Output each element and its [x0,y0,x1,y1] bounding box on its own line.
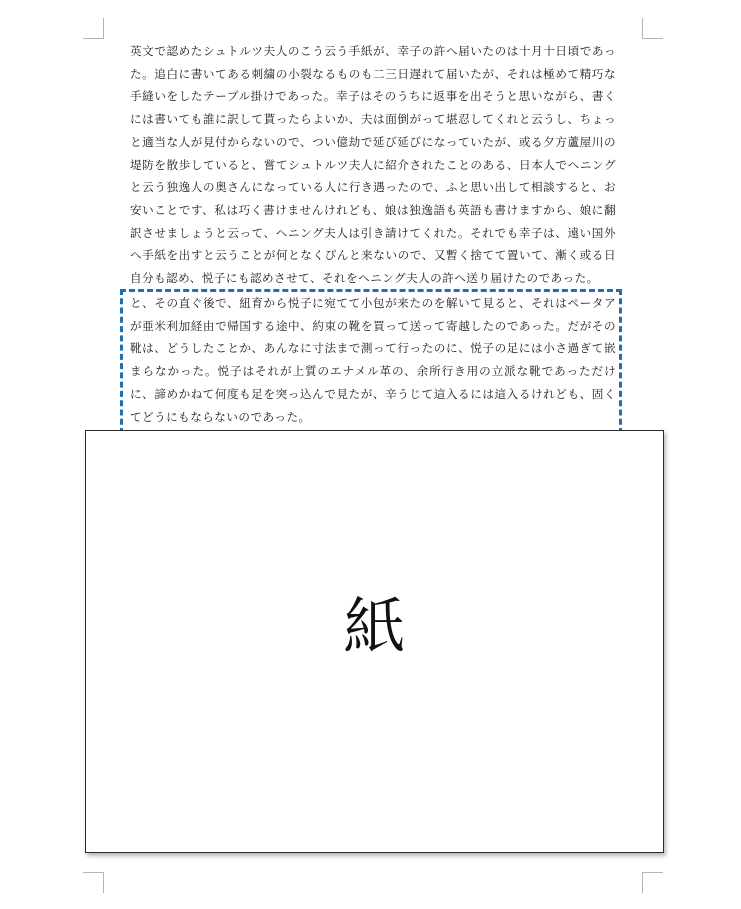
text-box-content[interactable]: 紙 [343,589,406,663]
margin-mark-bottom-left [83,872,104,893]
margin-mark-top-left [83,18,104,39]
text-box-shape[interactable] [85,430,664,853]
margin-mark-bottom-right [642,872,663,893]
margin-mark-top-right [642,18,663,39]
body-paragraph-1[interactable]: 英文で認めたシュトルツ夫人のこう云う手紙が、幸子の許へ届いたのは十月十日頃であった。追白に書いてある刺繍の小裂なるものも二三日遅れて届いたが、それは極めて精巧な手縫いをしたテーブル掛けであった。幸子はそのうちに返事を出そうと思いながら、書くには書いても誰に訳して貰ったらよいか、夫は面倒がって堪忍してくれと云うし、ちょっと適当な人が見付からないので、つい億劫で延び延びになっていたが、或る夕方蘆屋川の堤防を散歩していると、嘗てシュトルツ夫人に紹介されたことのある、日本人でヘニングと云う独逸人の奥さんになっている人に行き遇ったので、ふと思い出して相談すると、お安いことです、私は巧く書けませんけれども、娘は独逸語も英語も書けますから、娘に翻訳させましょうと云って、ヘニング夫人は引き請けてくれた。それでも幸子は、遠い国外へ手紙を出すと云うことが何となくぴんと来ないので、又暫く捨てて置いて、漸く或る日自分も認め、悦子にも認めさせて、それをヘニング夫人の許へ送り届けたのであった。 [130,44,616,286]
body-paragraph-2[interactable]: と、その直ぐ後で、紐育から悦子に宛てて小包が来たのを解いて見ると、それはペータアが亜米利加経由で帰国する途中、約束の靴を買って送って寄越したのであった。だがその靴は、どうしたことか、あんなに寸法まで測って行ったのに、悦子の足には小さ過ぎて嵌まらなかった。悦子はそれが上質のエナメル革の、余所行き用の立派な靴であっただけに、諦めかねて何度も足を突っ込んで見たが、辛うじて這入るには這入るけれども、固くてどうにもならないのであった。 [130,296,616,424]
